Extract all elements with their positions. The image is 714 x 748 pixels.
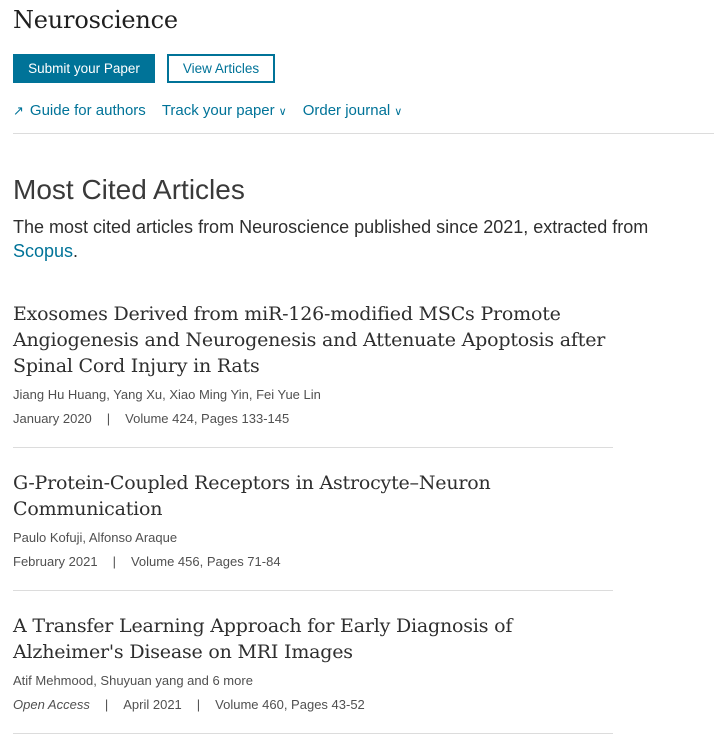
track-paper-link[interactable] <box>162 102 287 119</box>
header-divider <box>13 133 714 134</box>
scopus-link[interactable]: Scopus <box>13 241 74 261</box>
section-intro <box>13 215 703 263</box>
external-arrow-icon: ↗ <box>13 102 24 118</box>
order-journal-link[interactable] <box>303 102 403 119</box>
meta-separator: | <box>196 697 201 712</box>
article-item <box>13 470 613 569</box>
chevron-down-icon: ∨ <box>394 106 403 118</box>
journal-title: Neuroscience <box>13 6 178 34</box>
guide-for-authors-label: Guide for authors <box>29 102 146 119</box>
article-authors: Jiang Hu Huang, Yang Xu, Xiao Ming Yin, Fei Yue Lin <box>13 387 321 402</box>
article-item <box>13 613 613 712</box>
article-title[interactable]: Exosomes Derived from miR-126-modified MSCs Promote Angiogenesis and Neurogenesis and Attenuate Apoptosis after Spinal Cord Injury in Rats <box>13 303 606 377</box>
article-volume-pages: Volume 424, Pages 133-145 <box>125 411 290 426</box>
article-meta <box>13 411 613 426</box>
journal-links <box>13 102 418 119</box>
article-divider <box>13 733 613 734</box>
view-articles-button[interactable]: View Articles <box>167 54 275 83</box>
intro-end: . <box>73 241 79 261</box>
article-date: April 2021 <box>123 697 182 712</box>
open-access-label: Open Access <box>13 697 90 712</box>
order-journal-label: Order journal <box>302 102 391 119</box>
meta-separator: | <box>106 411 111 426</box>
article-authors: Paulo Kofuji, Alfonso Araque <box>13 530 178 545</box>
guide-for-authors-link[interactable] <box>13 102 146 119</box>
track-paper-label: Track your paper <box>161 102 275 119</box>
article-title[interactable]: G-Protein-Coupled Receptors in Astrocyte–Neuron Communication <box>13 472 491 520</box>
submit-paper-button[interactable]: Submit your Paper <box>13 54 155 83</box>
intro-text: The most cited articles from Neuroscience published since 2021, extracted from <box>13 217 649 237</box>
article-date: January 2020 <box>13 411 92 426</box>
article-divider <box>13 447 613 448</box>
article-divider <box>13 590 613 591</box>
article-meta <box>13 554 613 569</box>
article-date: February 2021 <box>13 554 98 569</box>
article-meta <box>13 697 613 712</box>
article-authors: Atif Mehmood, Shuyuan yang and 6 more <box>13 673 253 688</box>
article-title[interactable]: A Transfer Learning Approach for Early Diagnosis of Alzheimer's Disease on MRI Images <box>13 615 513 663</box>
chevron-down-icon: ∨ <box>278 106 287 118</box>
section-title: Most Cited Articles <box>13 174 245 205</box>
article-item <box>13 301 613 426</box>
article-volume-pages: Volume 460, Pages 43-52 <box>215 697 365 712</box>
article-volume-pages: Volume 456, Pages 71-84 <box>130 554 281 569</box>
meta-separator: | <box>112 554 116 569</box>
meta-separator: | <box>104 697 109 712</box>
